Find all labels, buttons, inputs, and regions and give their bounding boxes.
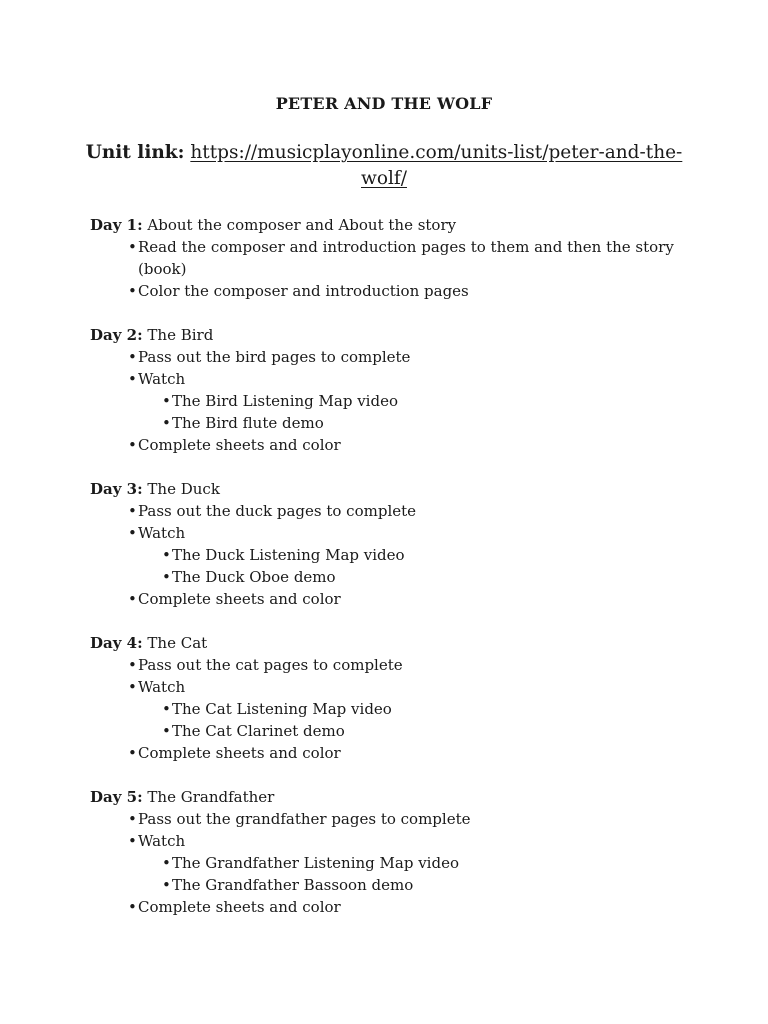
day-topic: The Grandfather	[147, 788, 275, 806]
task-text: Watch	[138, 832, 186, 850]
task-text: Pass out the bird pages to complete	[138, 348, 411, 366]
task-text: Read the composer and introduction pages to them and then the story (book)	[138, 238, 674, 278]
watch-item: • The Cat Listening Map video	[162, 698, 710, 720]
task-item	[128, 676, 710, 742]
watch-item: • The Duck Oboe demo	[162, 566, 710, 588]
watch-item: • The Bird flute demo	[162, 412, 710, 434]
task-text: Complete sheets and color	[138, 436, 341, 454]
watch-list	[138, 852, 710, 896]
task-item	[128, 588, 710, 610]
day-label: Day 5:	[90, 788, 143, 806]
task-item	[128, 346, 710, 368]
task-item	[128, 500, 710, 522]
day-topic: The Cat	[147, 634, 208, 652]
day-label: Day 2:	[90, 326, 143, 344]
day-task-list	[90, 654, 710, 764]
task-text: Watch	[138, 370, 186, 388]
watch-list	[138, 698, 710, 742]
day-topic: About the composer and About the story	[147, 216, 457, 234]
day-heading	[90, 632, 710, 654]
day-heading	[90, 214, 710, 236]
page-title: PETER AND THE WOLF	[275, 94, 493, 113]
task-text: Pass out the duck pages to complete	[138, 502, 417, 520]
task-item	[128, 896, 710, 918]
day-section	[90, 324, 710, 456]
task-item	[128, 742, 710, 764]
lesson-plan-days	[90, 214, 710, 940]
task-item	[128, 654, 710, 676]
task-item	[128, 830, 710, 896]
task-text: Complete sheets and color	[138, 744, 341, 762]
unit-link-label: Unit link:	[85, 142, 185, 163]
day-task-list	[90, 808, 710, 918]
task-text: Pass out the cat pages to complete	[138, 656, 403, 674]
day-topic: The Duck	[147, 480, 220, 498]
task-item	[128, 368, 710, 434]
task-item	[128, 434, 710, 456]
day-section	[90, 786, 710, 918]
watch-list	[138, 544, 710, 588]
day-topic: The Bird	[147, 326, 214, 344]
task-text: Complete sheets and color	[138, 898, 341, 916]
watch-item: • The Cat Clarinet demo	[162, 720, 710, 742]
unit-link-url[interactable]: https://musicplayonline.com/units-list/peter-and-the-wolf/	[190, 142, 683, 189]
day-task-list	[90, 500, 710, 610]
day-section	[90, 632, 710, 764]
task-item	[128, 236, 710, 280]
task-text: Watch	[138, 524, 186, 542]
day-label: Day 1:	[90, 216, 143, 234]
task-text: Color the composer and introduction pages	[138, 282, 469, 300]
task-item	[128, 522, 710, 588]
watch-item: • The Bird Listening Map video	[162, 390, 710, 412]
day-section	[90, 214, 710, 302]
task-text: Complete sheets and color	[138, 590, 341, 608]
task-item	[128, 808, 710, 830]
day-task-list	[90, 346, 710, 456]
watch-item: • The Grandfather Bassoon demo	[162, 874, 710, 896]
watch-item: • The Grandfather Listening Map video	[162, 852, 710, 874]
task-text: Pass out the grandfather pages to complete	[138, 810, 471, 828]
day-task-list	[90, 236, 710, 302]
task-item	[128, 280, 710, 302]
unit-link-line	[84, 140, 684, 192]
day-label: Day 4:	[90, 634, 143, 652]
watch-item: • The Duck Listening Map video	[162, 544, 710, 566]
day-section	[90, 478, 710, 610]
day-label: Day 3:	[90, 480, 143, 498]
day-heading	[90, 478, 710, 500]
task-text: Watch	[138, 678, 186, 696]
day-heading	[90, 786, 710, 808]
day-heading	[90, 324, 710, 346]
watch-list	[138, 390, 710, 434]
